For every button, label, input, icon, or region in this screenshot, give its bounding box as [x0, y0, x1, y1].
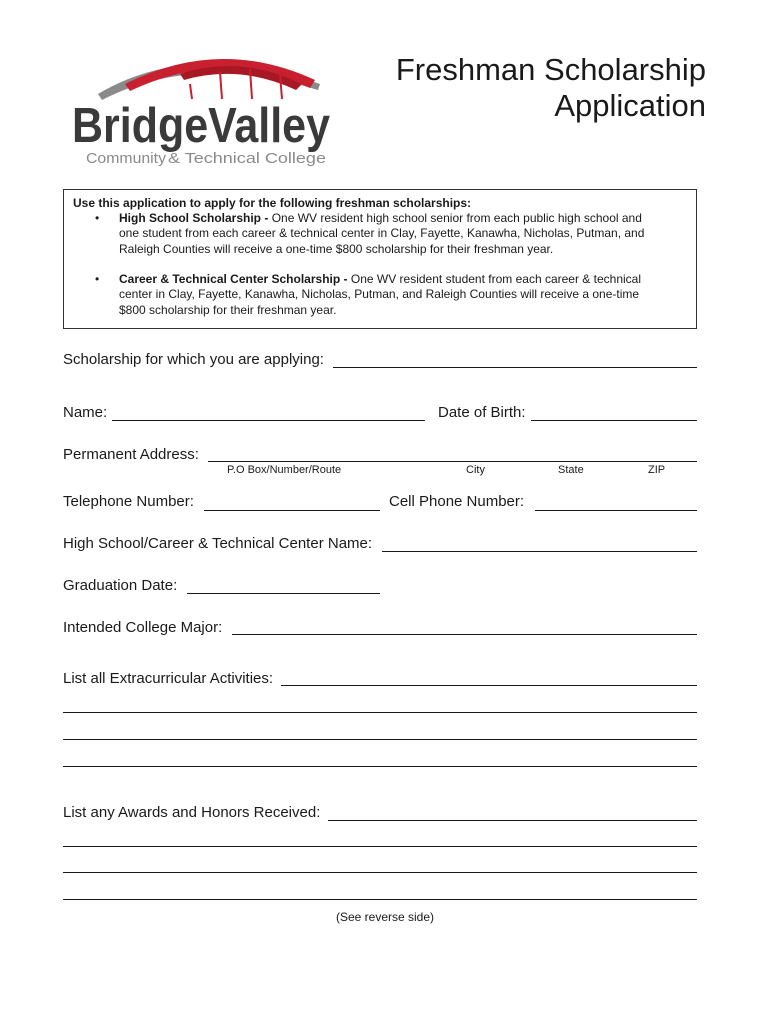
telephone-field[interactable]: [204, 510, 380, 511]
activities-field-line1[interactable]: [281, 685, 697, 686]
bullet-2: •: [95, 272, 100, 286]
logo-subtitle-left: Community: [86, 150, 167, 167]
activities-field-line3[interactable]: [63, 739, 697, 740]
awards-field-line3[interactable]: [63, 872, 697, 873]
scholarship-item-1-line3: Raleigh Counties will receive a one-time $800 scholarship for their freshman year.: [119, 241, 554, 256]
major-label: Intended College Major:: [63, 619, 223, 636]
logo-name: BridgeValley: [72, 99, 330, 153]
awards-field-line1[interactable]: [328, 820, 697, 821]
bridgevalley-logo: [70, 44, 340, 174]
reverse-side-note: (See reverse side): [335, 910, 435, 924]
name-field[interactable]: [112, 420, 425, 421]
address-label: Permanent Address:: [63, 446, 199, 463]
scholarship-item-1-line2: one student from each career & technical center in Clay, Fayette, Kanawha, Nicholas, Putman, and: [119, 226, 645, 241]
address-sub-city: City: [466, 464, 485, 476]
scholarship-item-1-name: High School Scholarship -: [119, 211, 269, 225]
page-title-line1: Freshman Scholarship: [395, 52, 706, 87]
page-title-line2: Application: [554, 88, 706, 123]
school-label: High School/Career & Technical Center Name:: [63, 535, 373, 552]
address-field[interactable]: [208, 461, 697, 462]
school-field[interactable]: [382, 551, 697, 552]
scholarship-item-2-line1: One WV resident student from each career & technical: [350, 272, 641, 286]
scholarship-item-2-name: Career & Technical Center Scholarship -: [119, 272, 348, 286]
activities-label: List all Extracurricular Activities:: [63, 670, 274, 687]
scholarship-info-box: [63, 189, 697, 329]
telephone-label: Telephone Number:: [63, 493, 194, 510]
scholarship-item-1-line1: One WV resident high school senior from each public high school and: [271, 211, 642, 225]
cell-field[interactable]: [535, 510, 697, 511]
logo-subtitle-right: & Technical College: [168, 150, 326, 167]
bridge-arch-icon: [70, 44, 340, 174]
dob-field[interactable]: [531, 420, 697, 421]
address-sub-zip: ZIP: [648, 464, 666, 476]
activities-field-line2[interactable]: [63, 712, 697, 713]
cell-label: Cell Phone Number:: [389, 493, 525, 510]
major-field[interactable]: [232, 634, 697, 635]
scholarship-item-2: [119, 272, 679, 318]
graduation-label: Graduation Date:: [63, 577, 178, 594]
activities-field-line4[interactable]: [63, 766, 697, 767]
name-label: Name:: [63, 404, 108, 421]
scholarship-label: Scholarship for which you are applying:: [63, 351, 324, 368]
awards-label: List any Awards and Honors Received:: [63, 804, 321, 821]
bullet-1: •: [95, 211, 100, 225]
awards-field-line2[interactable]: [63, 846, 697, 847]
info-heading: Use this application to apply for the following freshman scholarships:: [73, 196, 472, 210]
scholarship-item-1: [119, 211, 679, 257]
graduation-field[interactable]: [187, 593, 380, 594]
scholarship-item-2-line3: $800 scholarship for their freshman year.: [119, 302, 337, 317]
address-sub-po: P.O Box/Number/Route: [227, 464, 342, 476]
scholarship-field[interactable]: [333, 367, 697, 368]
address-sub-state: State: [558, 464, 584, 476]
scholarship-item-2-line2: center in Clay, Fayette, Kanawha, Nicholas, Putman, and Raleigh Counties will receive a one-time: [119, 287, 640, 302]
dob-label: Date of Birth:: [438, 404, 526, 421]
awards-field-line4[interactable]: [63, 899, 697, 900]
